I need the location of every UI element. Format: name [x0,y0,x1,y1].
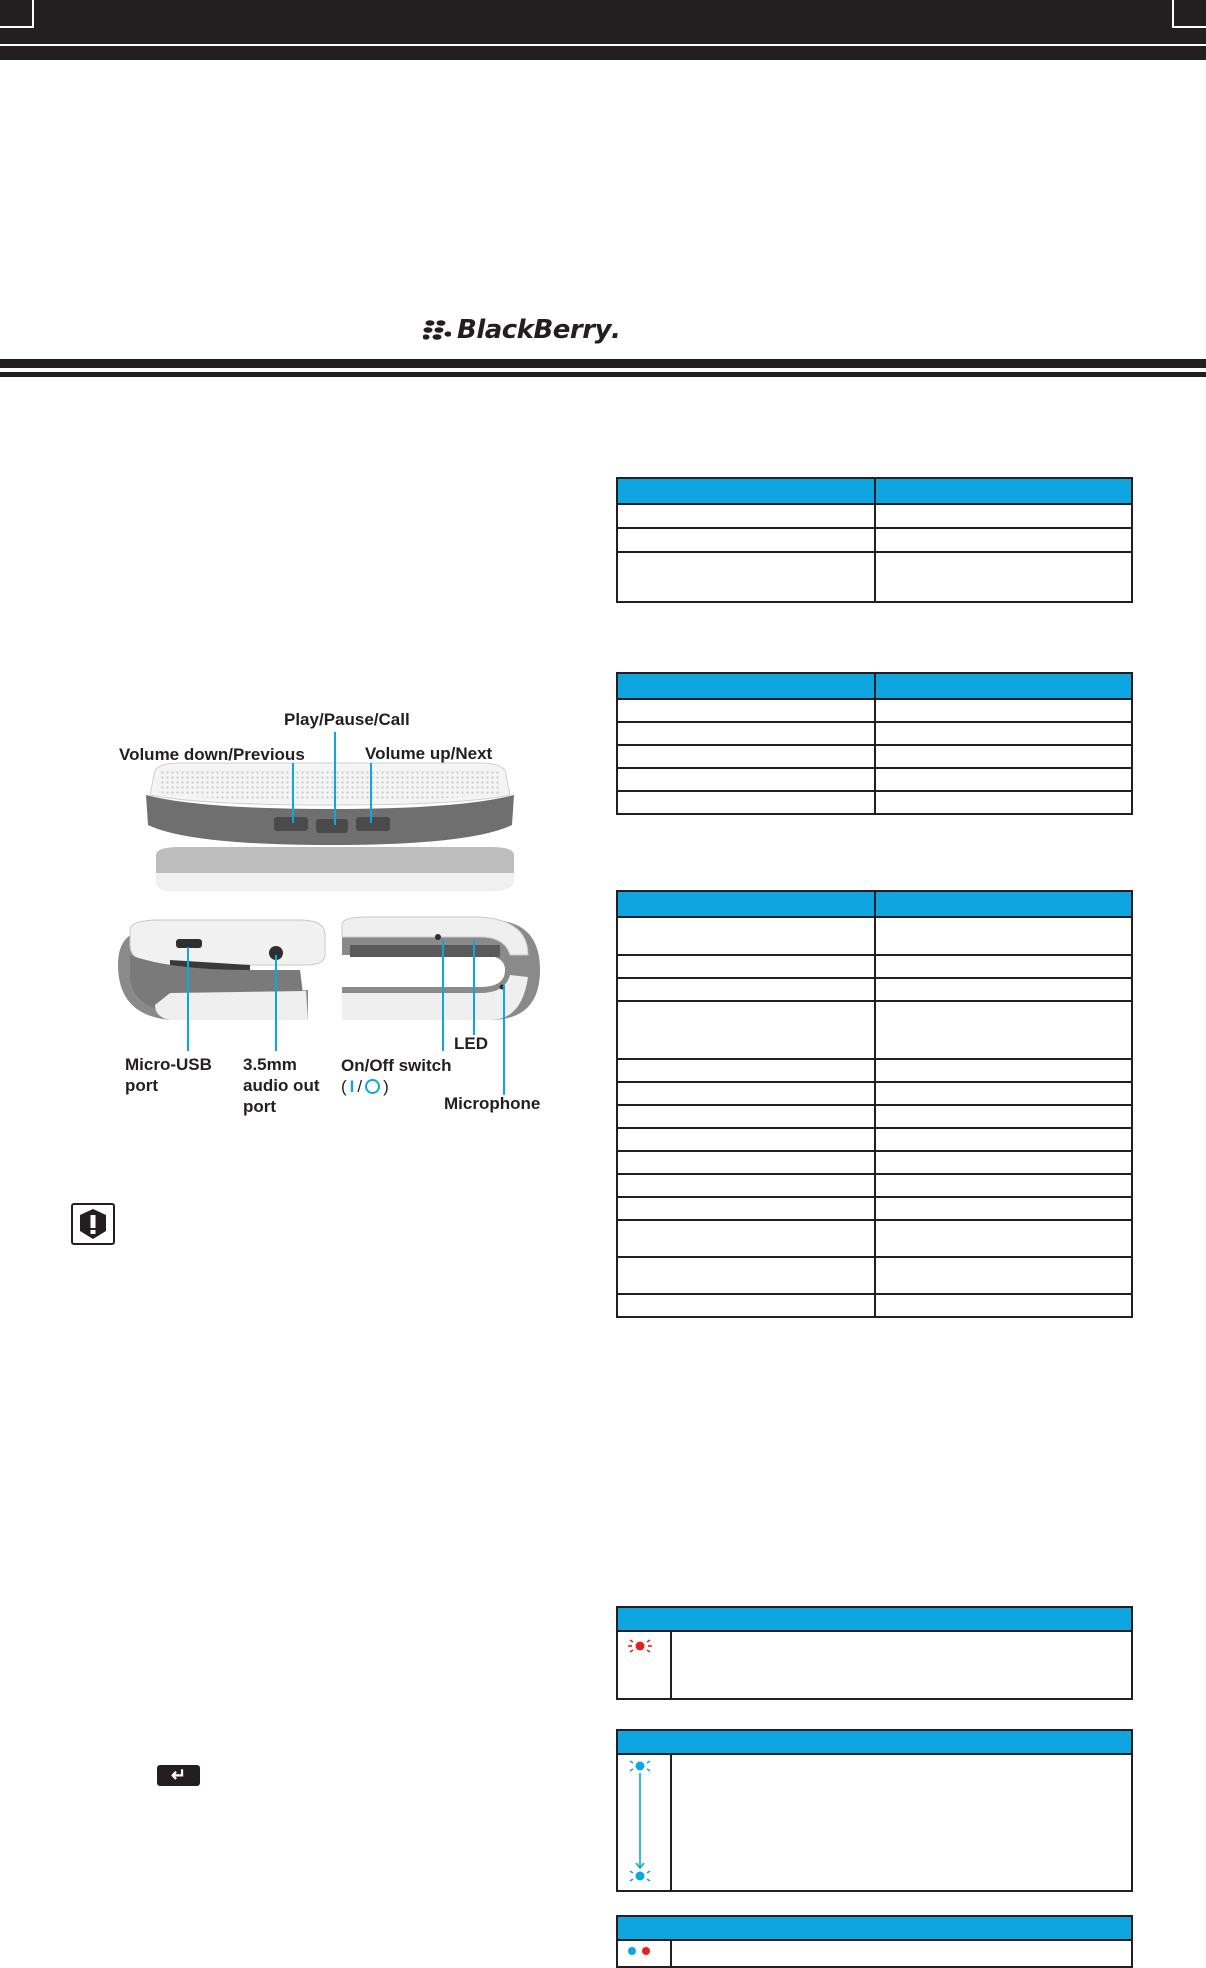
table-cell [617,1940,671,1967]
table-cell [617,552,875,602]
table-cell [875,1151,1132,1174]
table-cell [617,1082,875,1105]
speaker-front-view [146,763,514,891]
table-cell [875,1197,1132,1220]
table-header-cell [617,673,875,699]
table-cell [875,1257,1132,1294]
led-table-blue-blink [616,1729,1133,1892]
table-cell [875,791,1132,814]
callout-line [187,947,189,1051]
table-header-cell [875,673,1132,699]
table-row [617,1940,1132,1967]
table-cell [617,1174,875,1197]
table-cell [875,699,1132,722]
label-line: port [125,1076,159,1095]
label-volume-up-next: Volume up/Next [365,744,493,763]
banner-rule [0,359,1206,368]
label-line: Micro-USB [125,1055,212,1074]
table-cell [617,745,875,768]
table-header-row [617,891,1132,917]
table-cell [617,722,875,745]
table-cell [875,745,1132,768]
warning-icon [71,1203,115,1245]
table-row [617,699,1132,722]
label-line: 3.5mm [243,1055,297,1074]
separator: / [357,1077,363,1096]
speaker-left-side-view [118,920,325,1020]
table-row [617,745,1132,768]
table-header-cell [617,1916,1132,1940]
crop-mark [1172,26,1206,28]
on-off-symbols [341,1076,452,1097]
label-line: audio out [243,1076,320,1095]
callout-line [292,763,294,823]
table-header-row [617,478,1132,504]
label-audio-out-port [243,1054,319,1117]
table-cell [617,1105,875,1128]
table-cell [875,1294,1132,1317]
led-table-red-blink [616,1606,1133,1700]
table-cell [617,1257,875,1294]
trademark: . [611,315,621,345]
table-cell [617,1294,875,1317]
table-cell [875,1220,1132,1257]
table-cell [875,1082,1132,1105]
table-header-cell [617,1607,1132,1631]
banner-rule [0,372,1206,377]
table-row [617,1257,1132,1294]
callout-line [503,985,505,1095]
table-header-row [617,1607,1132,1631]
table-header-row [617,1730,1132,1754]
table-header-cell [617,891,875,917]
table-cell [875,768,1132,791]
label-line: port [243,1097,277,1116]
table-cell [671,1940,1132,1967]
led-blue-red-icon [618,1941,670,1961]
table-cell [875,504,1132,528]
callout-line [473,940,475,1035]
enter-key-icon: ↵ [157,1765,200,1786]
table-cell [617,791,875,814]
table-cell [617,1197,875,1220]
table-row [617,1631,1132,1699]
table-row [617,504,1132,528]
blackberry-logo-icon [423,319,451,341]
spec-table-1 [616,477,1133,603]
table-row [617,1151,1132,1174]
table-cell [875,528,1132,552]
spec-table-3 [616,890,1133,1318]
table-header-cell [875,478,1132,504]
table-row [617,917,1132,955]
crop-mark [0,26,34,28]
table-cell [617,1151,875,1174]
table-row [617,955,1132,978]
callout-line [442,940,444,1051]
crop-mark [32,0,34,28]
spec-table-2 [616,672,1133,815]
table-cell [617,699,875,722]
table-header-row [617,1916,1132,1940]
table-cell [617,917,875,955]
table-row [617,1105,1132,1128]
label-play-pause-call: Play/Pause/Call [284,710,410,729]
table-row [617,528,1132,552]
table-row [617,1294,1132,1317]
table-cell [617,504,875,528]
table-cell [617,1059,875,1082]
table-cell [875,722,1132,745]
table-row [617,791,1132,814]
warning-glyph [73,1205,113,1243]
table-cell [617,1220,875,1257]
label-on-off-switch [341,1055,452,1097]
table-row [617,768,1132,791]
callout-line [275,955,277,1051]
table-header-row [617,673,1132,699]
table-cell [875,552,1132,602]
table-cell [617,978,875,1001]
table-cell [875,1174,1132,1197]
led-table-blue-red [616,1915,1133,1968]
speaker-diagram [110,755,550,1045]
table-header-cell [617,1730,1132,1754]
label-micro-usb-port [125,1054,212,1096]
table-row [617,1174,1132,1197]
table-row [617,1082,1132,1105]
top-rule [0,46,1206,60]
table-row [617,1128,1132,1151]
table-cell [875,978,1132,1001]
label-volume-down-previous: Volume down/Previous [119,745,305,764]
table-cell [875,917,1132,955]
led-red-blinking-icon [618,1632,670,1662]
paren-open: ( [341,1077,347,1096]
table-row [617,1220,1132,1257]
table-cell [671,1754,1132,1891]
table-cell [875,1128,1132,1151]
blackberry-logo [423,315,620,345]
table-cell [617,1754,671,1891]
table-cell [617,768,875,791]
callout-line [370,763,372,823]
table-row [617,978,1132,1001]
table-cell [617,1128,875,1151]
off-symbol-icon [365,1079,380,1094]
table-cell [617,1001,875,1059]
table-cell [875,1001,1132,1059]
crop-mark [1172,0,1174,28]
label-led: LED [454,1034,488,1053]
table-row [617,552,1132,602]
table-header-cell [875,891,1132,917]
callout-line [334,732,336,825]
brand-name: BlackBerry [457,315,612,345]
table-row [617,1197,1132,1220]
table-cell [617,528,875,552]
table-cell [875,1059,1132,1082]
table-cell [617,955,875,978]
paren-close: ) [383,1077,389,1096]
label-line: On/Off switch [341,1056,452,1075]
table-header-cell [617,478,875,504]
top-banner [0,0,1206,44]
speaker-right-side-view [342,917,540,1020]
table-cell [617,1631,671,1699]
table-row [617,1059,1132,1082]
table-cell [875,955,1132,978]
label-microphone: Microphone [444,1094,541,1113]
table-row [617,1001,1132,1059]
led-blue-blinking-icon [618,1755,670,1885]
on-symbol: I [349,1077,355,1096]
table-row [617,722,1132,745]
table-cell [671,1631,1132,1699]
table-cell [875,1105,1132,1128]
table-row [617,1754,1132,1891]
